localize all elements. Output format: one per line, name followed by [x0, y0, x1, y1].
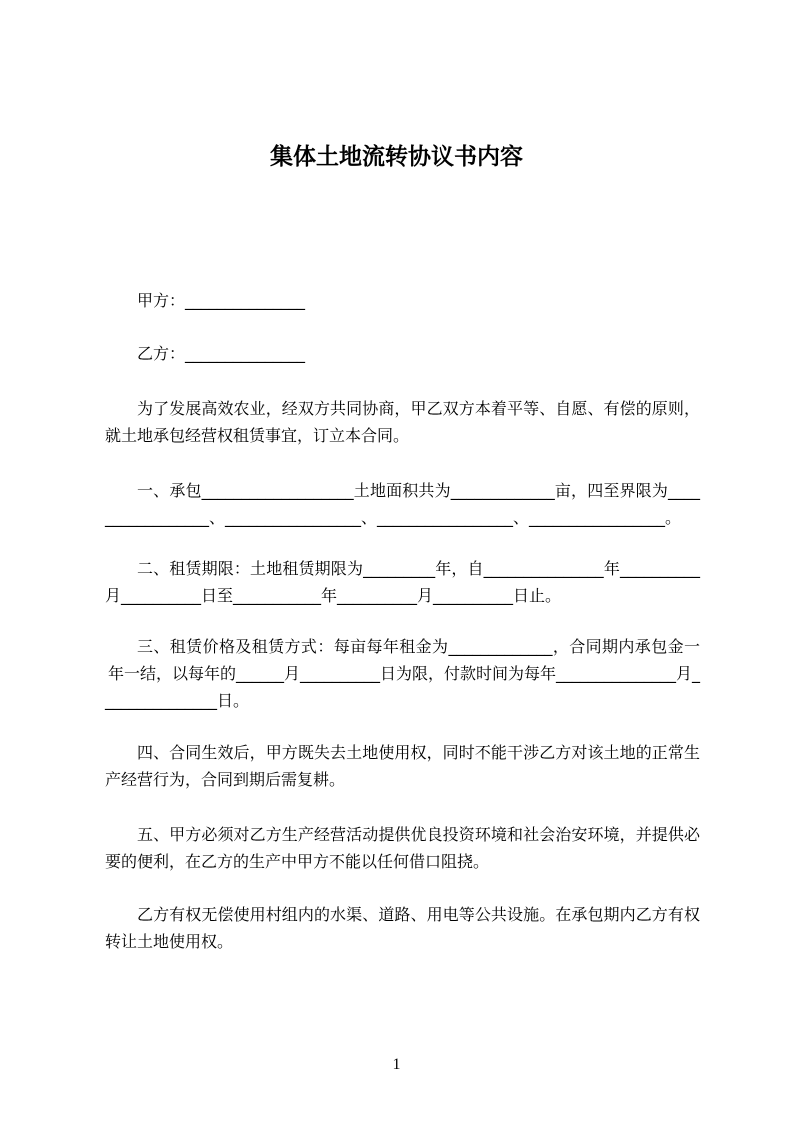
clause-lease-term [105, 555, 700, 609]
clause-line: 转让土地使用权。 [105, 932, 234, 951]
party-a-block [105, 287, 700, 314]
clause-line: ______________日。 [105, 691, 250, 710]
clause-line: 二、租赁期限：土地租赁期限为_________年，自_______________年__________ [137, 559, 700, 578]
clause-preamble [105, 395, 700, 449]
document-title: 集体土地流转协议书内容 [270, 144, 523, 170]
clause-lease-price [105, 633, 700, 714]
clause-party-a-duties [105, 821, 700, 875]
clause-line: 为了发展高效农业，经双方共同协商，甲乙双方本着平等、自愿、有偿的原则， [137, 399, 700, 418]
clause-line: 年一结，以每年的______月__________日为限，付款时间为每年_______________月_ [108, 664, 701, 683]
page-number: 1 [392, 1056, 401, 1073]
clause-line: 就土地承包经营权租赁事宜，订立本合同。 [105, 426, 410, 445]
clause-party-b-rights [105, 901, 700, 955]
party-b-line: 乙方：_______________ [137, 344, 306, 363]
clause-line: 三、租赁价格及租赁方式：每亩每年租金为_____________，合同期内承包金一 [137, 637, 700, 656]
clause-line: 四、合同生效后，甲方既失去土地使用权，同时不能干涉乙方对该土地的正常生 [137, 743, 700, 762]
clause-contract-area [105, 477, 700, 531]
clause-line: 乙方有权无偿使用村组内的水渠、道路、用电等公共设施。在承包期内乙方有权 [137, 905, 700, 924]
clause-line: 五、甲方必须对乙方生产经营活动提供优良投资环境和社会治安环境，并提供必 [137, 825, 700, 844]
party-b-block [105, 340, 700, 367]
clause-line: 一、承包___________________土地面积共为_____________亩，四至界限为____ [137, 481, 700, 500]
clause-line: 月__________日至___________年__________月__________日止。 [105, 586, 562, 605]
clause-effect [105, 739, 700, 793]
clause-line: _____________、_________________、_________________、_________________。 [105, 508, 681, 527]
party-a-line: 甲方：_______________ [137, 291, 306, 310]
clause-line: 产经营行为，合同到期后需复耕。 [105, 770, 346, 789]
clause-line: 要的便利，在乙方的生产中甲方不能以任何借口阻挠。 [105, 852, 490, 871]
